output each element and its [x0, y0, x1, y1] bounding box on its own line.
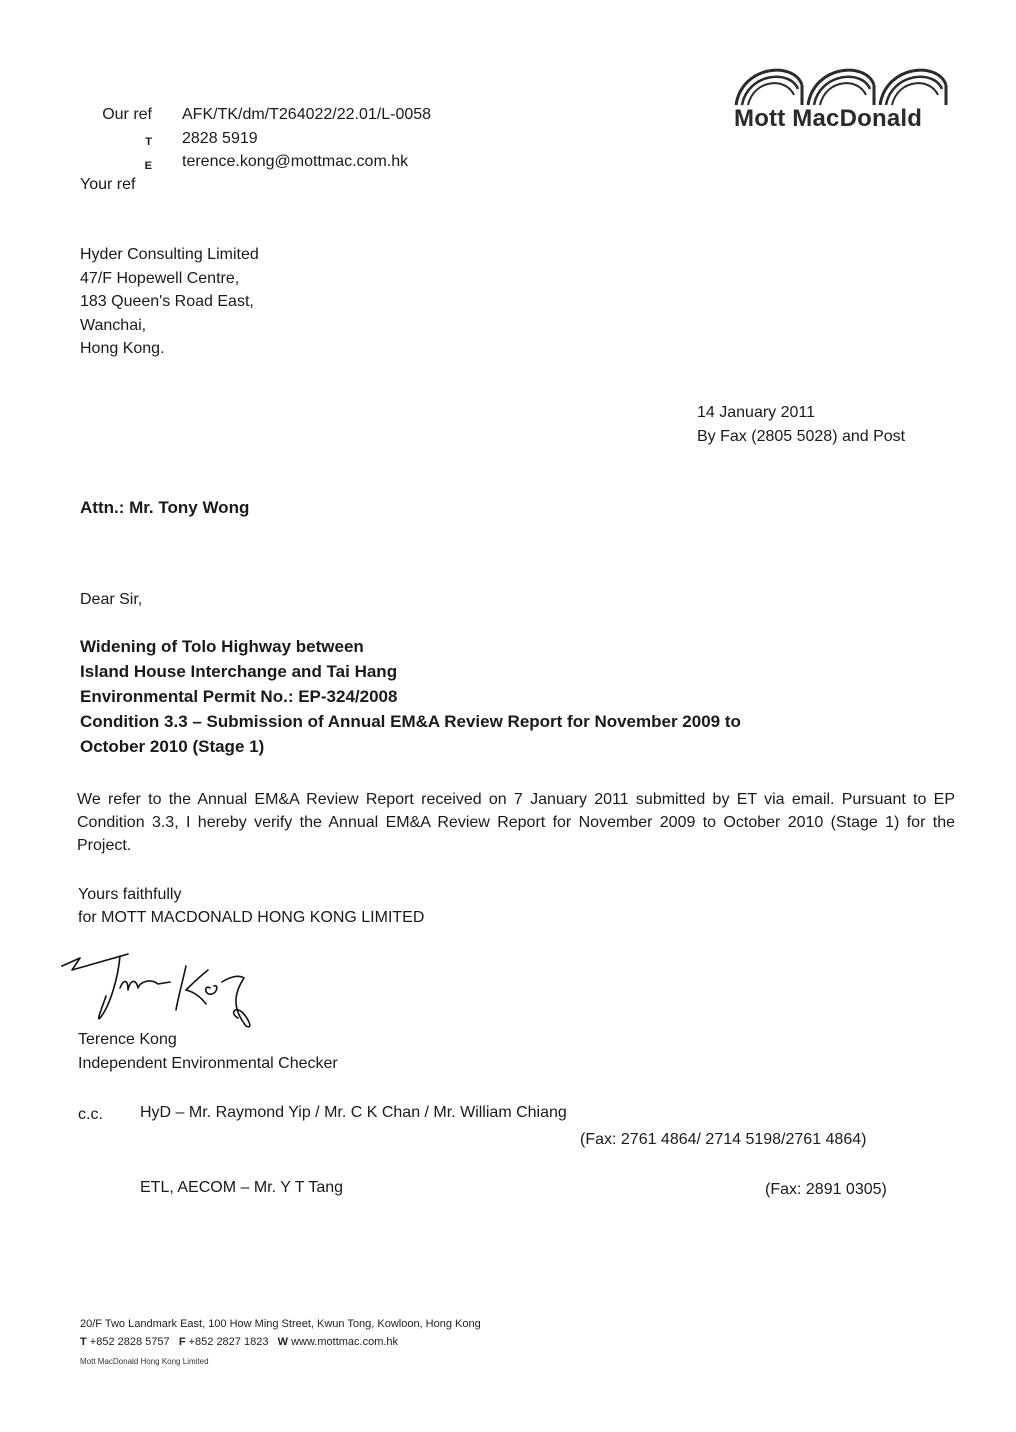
letter-date: 14 January 2011 — [697, 404, 816, 421]
footer-contacts — [80, 1333, 398, 1351]
handwritten-signature — [58, 948, 278, 1034]
body-paragraph: We refer to the Annual EM&A Review Report received on 7 January 2011 submitted by ET via email. Pursuant to EP Condition 3.3, I hereby verify the Annual EM&A Review Report for November 2009 to October 2010 (Stage 1) for the Project. — [77, 791, 955, 854]
footer-tel: +852 2828 5757 — [89, 1336, 170, 1348]
tel-label: T — [145, 136, 152, 148]
cc-label: c.c. — [78, 1106, 103, 1123]
signature-icon — [58, 948, 278, 1034]
signatory-title: Independent Environmental Checker — [78, 1055, 338, 1072]
signatory-name: Terence Kong — [78, 1031, 177, 1048]
email-label: E — [144, 160, 152, 172]
footer-fax-label: F — [178, 1336, 186, 1348]
cc-fax: (Fax: 2891 0305) — [765, 1181, 887, 1198]
subject-line: Condition 3.3 – Submission of Annual EM&A Review Report for November 2009 to — [80, 712, 741, 731]
footer-tel-label: T — [80, 1336, 87, 1348]
subject-line: Widening of Tolo Highway between — [80, 637, 364, 656]
subject-line: Island House Interchange and Tai Hang — [80, 662, 398, 681]
salutation: Dear Sir, — [80, 591, 143, 608]
cc-fax: (Fax: 2761 4864/ 2714 5198/2761 4864) — [580, 1131, 867, 1148]
company-closing: for MOTT MACDONALD HONG KONG LIMITED — [78, 909, 425, 926]
email-value[interactable]: terence.kong@mottmac.com.hk — [182, 153, 409, 170]
subject-line: Environmental Permit No.: EP-324/2008 — [80, 687, 398, 706]
company-logo — [728, 55, 958, 135]
our-ref-value: AFK/TK/dm/T264022/22.01/L-0058 — [182, 106, 432, 123]
footer-registered-name: Mott MacDonald Hong Kong Limited — [80, 1357, 209, 1366]
recipient-address — [80, 243, 259, 361]
footer-website-link[interactable]: www.mottmac.com.hk — [291, 1336, 399, 1348]
tel-value: 2828 5919 — [182, 130, 258, 147]
address-line: Wanchai, — [80, 316, 147, 334]
subject-block — [80, 634, 741, 759]
delivery-method: By Fax (2805 5028) and Post — [697, 428, 906, 445]
footer-fax: +852 2827 1823 — [188, 1336, 269, 1348]
footer-web-label: W — [277, 1336, 289, 1348]
address-line: Hong Kong. — [80, 340, 165, 357]
attention-line: Attn.: Mr. Tony Wong — [80, 498, 250, 517]
cc-recipients: ETL, AECOM – Mr. Y T Tang — [140, 1179, 344, 1196]
our-ref-label: Our ref — [102, 106, 152, 123]
triple-arch-logo-icon — [728, 55, 958, 107]
address-line: 183 Queen's Road East, — [80, 293, 254, 310]
subject-line: October 2010 (Stage 1) — [80, 737, 265, 756]
address-line: 47/F Hopewell Centre, — [80, 269, 240, 287]
date-block — [697, 401, 905, 449]
cc-recipients: HyD – Mr. Raymond Yip / Mr. C K Chan / Mr. William Chiang — [140, 1104, 567, 1121]
valediction: Yours faithfully — [78, 886, 182, 903]
logo-wordmark: Mott MacDonald — [734, 105, 923, 132]
footer-address: 20/F Two Landmark East, 100 How Ming Street, Kwun Tong, Kowloon, Hong Kong — [80, 1318, 481, 1330]
address-line: Hyder Consulting Limited — [80, 246, 259, 263]
your-ref-label: Your ref — [80, 176, 136, 193]
